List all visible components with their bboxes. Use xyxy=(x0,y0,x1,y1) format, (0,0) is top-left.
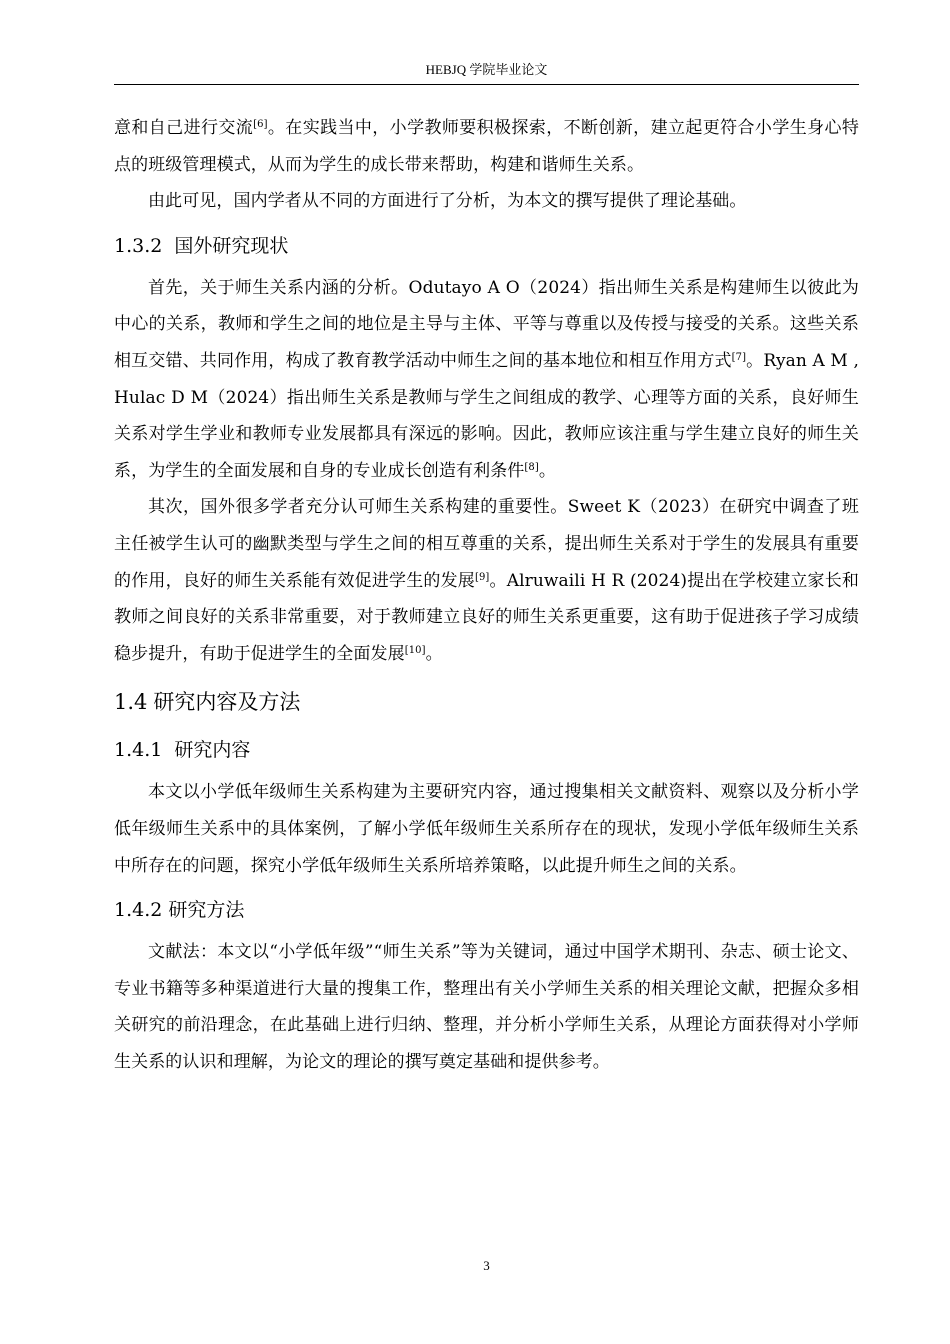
body-content xyxy=(114,110,859,1080)
paragraph-1-3-2-second xyxy=(114,489,859,672)
paragraph-1-3-2-first xyxy=(114,270,859,490)
paragraph-intro-1 xyxy=(114,110,859,183)
heading-1-4 xyxy=(114,682,859,722)
text: 意和自己进行交流 xyxy=(114,118,254,138)
section-number: 1.4.2 xyxy=(114,899,163,922)
text: 其次，国外很多学者充分认可师生关系构建的重要性。Sweet K（2023）在研究中调查了班主任被学生认可的幽默类型与学生之间的相互尊重的关系，提出师生关系对于学生的发展具有重要的作用，良好的师生关系能有效促进学生的发展 xyxy=(114,497,859,591)
section-number: 1.4 xyxy=(114,690,148,715)
citation-6: [6] xyxy=(253,119,268,130)
page-number: 3 xyxy=(483,1258,490,1273)
text: 。 xyxy=(538,460,556,481)
text: 。Alruwaili H R (2024)提出在学校建立家长和教师之间良好的关系非常重要，对于教师建立良好的师生关系更重要，这有助于促进孩子学习成绩稳步提升，有助于促进学生的全面发展 xyxy=(114,570,859,664)
header-rule xyxy=(114,84,859,85)
text: 。 xyxy=(425,643,443,664)
heading-1-3-2 xyxy=(114,228,859,264)
paragraph-1-4-2: 文献法：本文以“小学低年级”“师生关系”等为关键词，通过中国学术期刊、杂志、硕士论文、专业书籍等多种渠道进行大量的搜集工作，整理出有关小学师生关系的相关理论文献，把握众多相关研究的前沿理念，在此基础上进行归纳、整理，并分析小学师生关系，从理论方面获得对小学师生关系的认识和理解，为论文的理论的撰写奠定基础和提供参考。 xyxy=(114,942,859,1072)
heading-1-4-1 xyxy=(114,732,859,768)
section-number: 1.3.2 xyxy=(114,234,163,257)
text: 。Ryan A M , Hulac D M（2024）指出师生关系是教师与学生之间组成的教学、心理等方面的关系，良好师生关系对学生学业和教师专业发展都具有深远的影响。因此，教师应该注重与学生建立良好的师生关系，为学生的全面发展和自身的专业成长创造有利条件 xyxy=(114,350,859,481)
citation-7: [7] xyxy=(731,351,747,363)
citation-10: [10] xyxy=(404,644,426,656)
text: 首先，关于师生关系内涵的分析。Odutayo A O（2024）指出师生关系是构建师生以彼此为中心的关系，教师和学生之间的地位是主导与主体、平等与尊重以及传授与接受的关系。这些关系相互交错、共同作用，构成了教育教学活动中师生之间的基本地位和相互作用方式 xyxy=(114,277,859,371)
section-title: 研究内容 xyxy=(174,739,251,762)
citation-8: [8] xyxy=(524,461,539,473)
text: 。在实践当中，小学教师要积极探索，不断创新，建立起更符合小学生身心特点的班级管理模式，从而为学生的成长带来帮助，构建和谐师生关系。 xyxy=(114,118,859,175)
paragraph-intro-2: 由此可见，国内学者从不同的方面进行了分析，为本文的撰写提供了理论基础。 xyxy=(148,191,747,212)
paragraph-1-4-1: 本文以小学低年级师生关系构建为主要研究内容，通过搜集相关文献资料、观察以及分析小学低年级师生关系中的具体案例，了解小学低年级师生关系所存在的现状，发现小学低年级师生关系中所存在的问题，探究小学低年级师生关系所培养策略，以此提升师生之间的关系。 xyxy=(114,782,859,876)
section-title: 研究内容及方法 xyxy=(153,690,301,715)
heading-1-4-2 xyxy=(114,892,859,928)
running-header: HEBJQ 学院毕业论文 xyxy=(425,62,548,77)
section-title: 国外研究现状 xyxy=(174,234,289,257)
section-title: 研究方法 xyxy=(168,899,245,922)
citation-9: [9] xyxy=(474,571,490,583)
section-number: 1.4.1 xyxy=(114,739,163,762)
